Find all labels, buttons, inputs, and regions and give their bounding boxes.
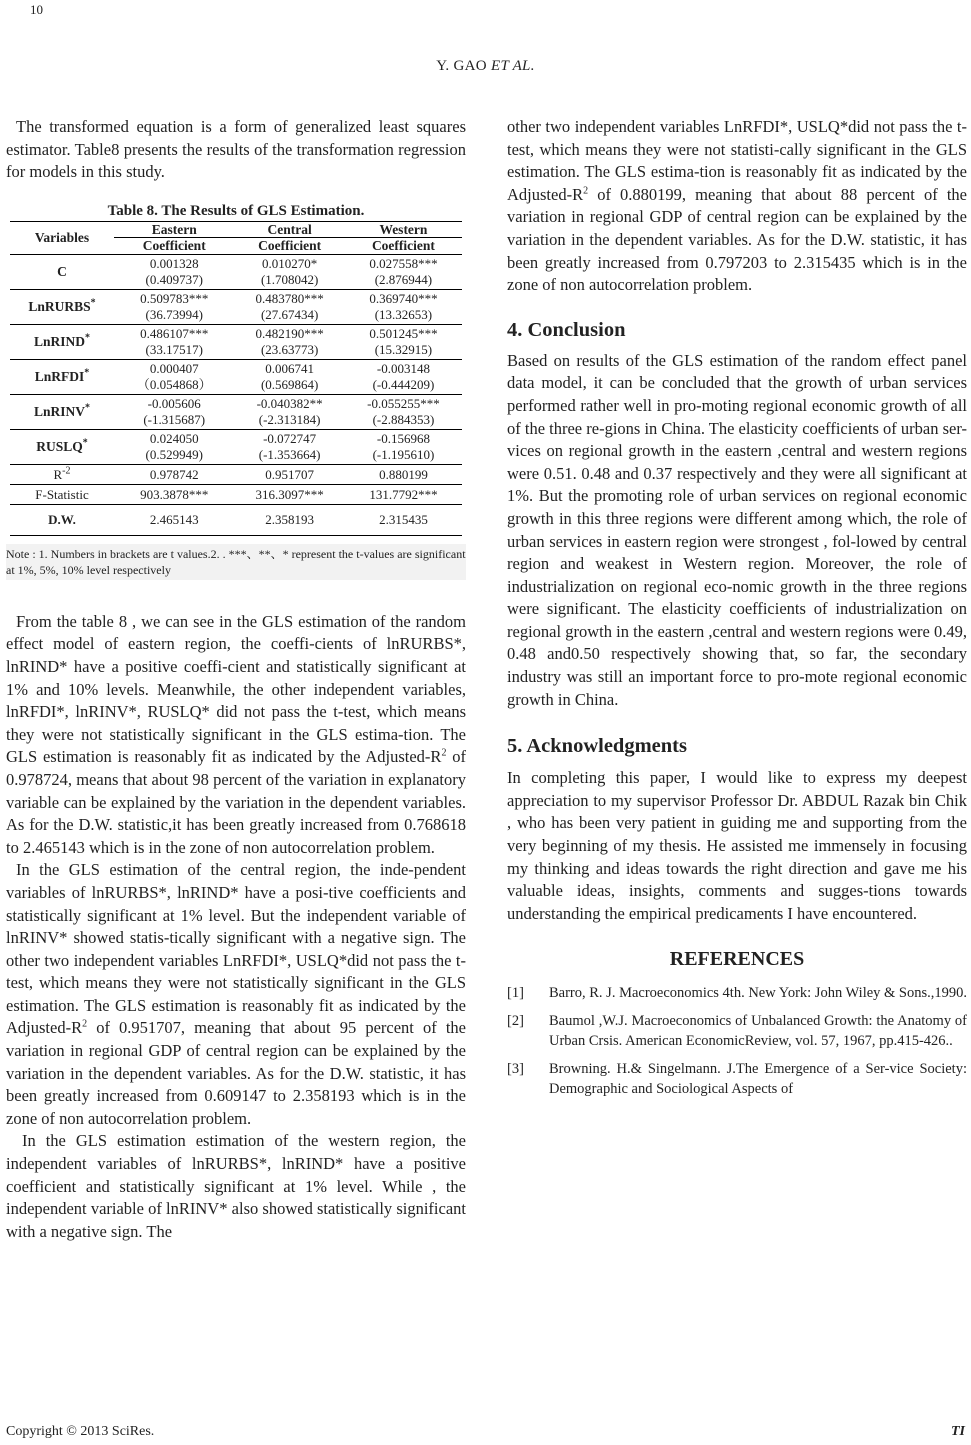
region-header-central: Central [234, 221, 344, 238]
t-value: (13.32653) [374, 306, 433, 322]
table-note: Note : 1. Numbers in brackets are t values.2. . ***、**、* represent the t-values are significant at 1%, 5%, 10% level respectively [6, 544, 466, 580]
coefficient-value: 0.483780*** [255, 291, 324, 307]
reference-item [507, 1011, 967, 1051]
table-row [10, 324, 462, 359]
t-value: （0.054868） [136, 376, 212, 392]
coefficient-value: 0.001328 [149, 256, 199, 272]
conclusion-heading: 4. Conclusion [507, 318, 626, 341]
central-paragraph [6, 859, 466, 1130]
t-value: (36.73994) [145, 306, 203, 322]
variables-header: Variables [34, 230, 90, 246]
statistic-value: 0.951707 [265, 466, 315, 482]
coefficient-value: 0.006741 [265, 361, 315, 377]
coefficient-value: 0.000407 [149, 361, 199, 377]
coefficient-value: 0.024050 [149, 431, 199, 447]
coefficient-cell [345, 394, 462, 429]
statistic-value: 0.978742 [149, 466, 199, 482]
table-row [10, 394, 462, 429]
region-header-eastern: Eastern [114, 221, 234, 238]
running-head-etal: ET AL. [490, 58, 535, 74]
conclusion-paragraph: Based on results of the GLS estimation of the random effect panel data model, it can be concluded that the growth of urban services performed rather well in pro-moting regional economic growth of all of the three re-gions in China. The elasticity coefficients of urban ser-vices on regional growth in the eastern ,central and western regions were 0.51. 0.48 and 0.37 respectively and they were all significant at 1%. But the promoting role of urban services on regional economic growth in this three regions were different among which, the role of urban services in eastern region were strongest , fol-lowed by central region and weakest in Western region. Moreover, the role of industrialization on regional eco-nomic growth in the three regions were significant. The elasticity coefficients of industrialization on regional growth in the eastern ,central and western regions were 0.49, 0.48 and0.50 respectively showing that, so far, the secondary industry was still an important force to pro-mote regional economic growth in China. [507, 350, 967, 709]
variable-superscript: * [84, 367, 90, 379]
coefficient-value: 0.010270* [262, 256, 318, 272]
western-text: other two independent variables LnRFDI*, USLQ*did not pass the t-test, which means they were not statisti-cally significant in the GLS estimation. The GLS estima-tion is reasonably fit as indicated by the Adjusted-R [507, 117, 967, 204]
statistic-value: 2.315435 [379, 512, 428, 528]
coefficient-value: -0.156968 [376, 431, 430, 447]
superscript: 2 [583, 185, 589, 197]
t-value: (-2.884353) [372, 411, 435, 427]
coefficient-value: -0.003148 [376, 361, 430, 377]
coefficient-value: 0.369740*** [369, 291, 438, 307]
footer-copyright: Copyright © 2013 SciRes. [6, 1424, 155, 1439]
t-value: (-2.313184) [258, 411, 321, 427]
left-column [6, 116, 466, 1243]
coefficient-cell [234, 429, 344, 464]
page-number: 10 [30, 2, 43, 17]
running-head [0, 58, 971, 75]
variable-name [10, 359, 114, 394]
t-value: (1.708042) [260, 271, 319, 287]
variable-name [10, 429, 114, 464]
table-title: Table 8. The Results of GLS Estimation. [107, 202, 365, 219]
variable-label: C [57, 264, 67, 280]
coefficient-value: 0.027558*** [369, 256, 438, 272]
t-value: (0.409737) [145, 271, 203, 287]
coefficient-value: 0.509783*** [140, 291, 209, 307]
coefficient-header: Coefficient [142, 238, 206, 254]
coefficient-cell [234, 254, 344, 289]
table-row [10, 254, 462, 289]
superscript: 2 [441, 747, 447, 759]
western-text-cont: of 0.880199, meaning that about 88 percent of the variation in regional GDP of central region can be explained by the variation in the dependent variables. As for the D.W. statistic, it has been greatly increased from 0.797203 to 2.315435 which is in the zone of non autocorrelation problem. [507, 184, 967, 295]
reference-item [507, 983, 967, 1003]
t-value: (27.67434) [260, 306, 319, 322]
superscript: 2 [82, 1018, 88, 1030]
statistic-value: 131.7792*** [369, 486, 438, 502]
intro-paragraph: The transformed equation is a form of generalized least squares estimator. Table8 presents the results of the transformation regression for models in this study. [6, 117, 466, 182]
t-value: (-1.315687) [143, 411, 206, 427]
coefficient-header: Coefficient [258, 238, 322, 254]
statistic-value: 903.3878*** [140, 486, 209, 502]
t-value: (23.63773) [260, 341, 319, 357]
t-value: (0.529949) [145, 446, 203, 462]
coefficient-cell [234, 324, 344, 359]
region-header-western: Western [345, 221, 462, 238]
dw-row [10, 504, 462, 535]
reference-text: Baumol ,W.J. Macroeconomics of Unbalanced Growth: the Anatomy of Urban Crsis. American EconomicReview, vol. 57, 1967, pp.415-426.. [549, 1013, 967, 1050]
f-statistic-row [10, 484, 462, 504]
eastern-paragraph-text: From the table 8 , we can see in the GLS estimation of the random effect model of eastern region, the coeffi-cients of lnRURBS*, lnRIND* have a positive coeffi-cient and statistically significant at 1% and 10% levels. Meanwhile, the other independent variables, lnRFDI*, lnRINV*, RUSLQ* did not pass the t-test, which means they were not statistically significant in the GLS estima-tion. The GLS estimation is reasonably fit as indicated by the Adjusted-R [6, 611, 466, 767]
statistic-superscript: -2 [62, 465, 71, 477]
right-column [507, 116, 967, 1107]
statistic-label-text: F-Statistic [35, 486, 89, 502]
statistic-label [10, 464, 114, 484]
coefficient-value: -0.040382** [256, 396, 323, 412]
t-value: (2.876944) [374, 271, 433, 287]
variable-label: LnRINV [33, 404, 85, 420]
variable-superscript: * [90, 297, 96, 309]
coefficient-cell [114, 394, 234, 429]
coefficient-cell [345, 289, 462, 324]
reference-text: Barro, R. J. Macroeconomics 4th. New York: John Wiley & Sons.,1990. [549, 985, 968, 1002]
coefficient-value: -0.005606 [147, 396, 201, 412]
coefficient-cell [234, 359, 344, 394]
variable-superscript: * [85, 402, 90, 414]
r-squared-row [10, 464, 462, 484]
t-value: (-1.195610) [372, 446, 435, 462]
table-row [10, 289, 462, 324]
acknowledgments-paragraph: In completing this paper, I would like to express my deepest appreciation to my supervisor Professor Dr. ABDUL Razak bin Chik , who has been very patient in guiding me and supporting from the very beginning of my thesis. He assisted me immensely in focusing my thinking and ideas towards the right direction and gave me his valuable ideas, insights, comments and sugges-tions towards understanding the empirical predicaments I have encountered. [507, 768, 967, 923]
t-value: (0.569864) [260, 376, 319, 392]
t-value: (-1.353664) [258, 446, 321, 462]
variable-name [10, 254, 114, 289]
variable-label: LnRFDI [34, 369, 85, 385]
coefficient-value: 0.501245*** [369, 326, 438, 342]
variable-name [10, 289, 114, 324]
coefficient-header: Coefficient [371, 238, 435, 254]
statistic-label [10, 484, 114, 504]
acknowledgments-heading: 5. Acknowledgments [507, 735, 687, 758]
statistic-value: 0.880199 [379, 466, 428, 482]
table-row [10, 359, 462, 394]
reference-number: [3] [507, 1061, 524, 1078]
reference-text: Browning. H.& Singelmann. J.The Emergence of a Ser-vice Society: Demographic and Sociological Aspects of [549, 1061, 967, 1098]
footer-journal: TI [951, 1424, 965, 1439]
western-paragraph-cont [507, 116, 967, 297]
running-head-authors: Y. GAO [436, 58, 487, 74]
western-paragraph: In the GLS estimation estimation of the western region, the independent variables of lnRURBS*, lnRIND* have a positive coefficient and statistically significant at 1% level. While , the independent variable of lnRINV* also showed statistically significant with a negative sign. The [6, 1131, 466, 1241]
results-table [10, 221, 462, 536]
reference-item [507, 1059, 967, 1099]
coefficient-cell [345, 324, 462, 359]
coefficient-cell [114, 289, 234, 324]
coefficient-cell [345, 429, 462, 464]
t-value: (33.17517) [145, 341, 203, 357]
statistic-label-text: R [53, 466, 63, 482]
coefficient-cell [234, 394, 344, 429]
variable-superscript: * [85, 332, 90, 344]
variable-label: RUSLQ [36, 439, 83, 455]
t-value: (-0.444209) [372, 376, 435, 392]
reference-number: [1] [507, 985, 524, 1002]
eastern-paragraph-text-cont: of 0.978724, means that about 98 percent of the variation in explanatory variable can be explained by the variation in the dependent variables. As for the D.W. statistic,it has been greatly increased from 0.768618 to 2.465143 which is in the zone of non autocorrelation problem. [6, 747, 466, 857]
eastern-paragraph [6, 611, 466, 860]
references-list [507, 983, 967, 1099]
coefficient-cell [114, 324, 234, 359]
variable-label: LnRIND [33, 334, 85, 350]
coefficient-cell [234, 289, 344, 324]
coefficient-value: 0.482190*** [255, 326, 324, 342]
reference-number: [2] [507, 1013, 524, 1030]
coefficient-cell [114, 254, 234, 289]
central-paragraph-text-cont: of 0.951707, meaning that about 95 percent of the variation in regional GDP of central region can be explained by the variation in the dependent variables. As for the D.W. statistic, it has been greatly increased from 0.609147 to 2.358193 which is in the zone of non autocorrelation problem. [6, 1018, 466, 1128]
statistic-label [10, 504, 114, 535]
coefficient-value: -0.055255*** [367, 396, 440, 412]
variable-name [10, 394, 114, 429]
coefficient-cell [345, 254, 462, 289]
coefficient-value: -0.072747 [263, 431, 317, 447]
statistic-value: 316.3097*** [255, 486, 324, 502]
references-heading: REFERENCES [669, 948, 805, 971]
variable-superscript: * [82, 437, 88, 449]
variable-label: LnRURBS [28, 299, 91, 315]
statistic-value: 2.358193 [265, 512, 315, 528]
coefficient-value: 0.486107*** [140, 326, 209, 342]
central-paragraph-text: In the GLS estimation of the central region, the inde-pendent variables of lnRURBS*, lnRIND* have a posi-tive coefficients and statistically significant at 1% level. But the independent variable of lnRINV* showed statis-tically significant with a negative sign. The other two independent variables LnRFDI*, USLQ*did not pass the t-test, which means they were not statistically significant in the GLS estimation. The GLS estimation is reasonably fit as indicated by the Adjusted-R [6, 860, 466, 1038]
coefficient-cell [114, 429, 234, 464]
statistic-label-text: D.W. [48, 512, 76, 528]
coefficient-cell [114, 359, 234, 394]
t-value: (15.32915) [374, 341, 433, 357]
statistic-value: 2.465143 [149, 512, 199, 528]
coefficient-cell [345, 359, 462, 394]
variable-name [10, 324, 114, 359]
table-row [10, 429, 462, 464]
